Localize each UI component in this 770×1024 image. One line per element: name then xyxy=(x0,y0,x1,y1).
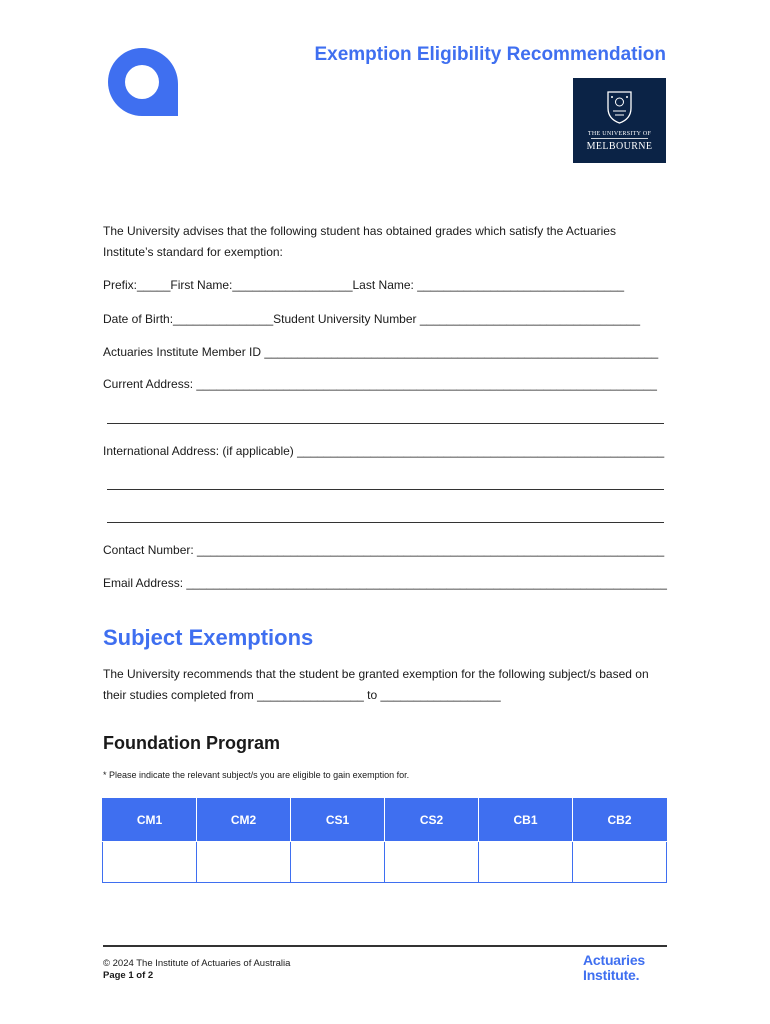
contact-number-field[interactable]: Contact Number: ______________________________________________________________________ xyxy=(103,543,665,557)
subject-exemption-table xyxy=(102,798,667,883)
international-address-field[interactable]: International Address: (if applicable) _______________________________________________________ xyxy=(103,444,665,458)
footer-copyright: © 2024 The Institute of Actuaries of Australia xyxy=(103,958,291,969)
divider xyxy=(591,138,648,139)
current-address-line-2[interactable] xyxy=(107,423,664,424)
cs2-cell[interactable] xyxy=(385,842,479,883)
actuaries-institute-logo-icon xyxy=(104,46,180,116)
cm2-cell[interactable] xyxy=(197,842,291,883)
column-header-cb1: CB1 xyxy=(479,799,573,842)
cb2-cell[interactable] xyxy=(573,842,667,883)
document-title: Exemption Eligibility Recommendation xyxy=(314,44,666,65)
wordmark-line-1: Actuaries xyxy=(583,952,646,968)
university-name: MELBOURNE xyxy=(586,141,653,152)
foundation-note: * Please indicate the relevant subject/s you are eligible to gain exemption for. xyxy=(103,770,410,780)
column-header-cb2: CB2 xyxy=(573,799,667,842)
table-header-row xyxy=(103,799,667,842)
cs1-cell[interactable] xyxy=(291,842,385,883)
email-field[interactable]: Email Address: ________________________________________________________________________ xyxy=(103,576,667,590)
university-of-melbourne-logo xyxy=(573,78,666,163)
international-address-line-2[interactable] xyxy=(107,489,664,490)
column-header-cm2: CM2 xyxy=(197,799,291,842)
column-header-cs2: CS2 xyxy=(385,799,479,842)
international-address-line-3[interactable] xyxy=(107,522,664,523)
crest-icon xyxy=(606,90,633,124)
page-number: Page 1 of 2 xyxy=(103,970,154,981)
subject-exemptions-heading: Subject Exemptions xyxy=(103,625,314,650)
dob-student-number-fields[interactable]: Date of Birth:_______________Student University Number _________________________________ xyxy=(103,312,641,326)
column-header-cs1: CS1 xyxy=(291,799,385,842)
actuaries-institute-wordmark xyxy=(583,953,673,983)
cb1-cell[interactable] xyxy=(479,842,573,883)
wordmark-line-2: Institute. xyxy=(583,967,640,983)
foundation-program-heading: Foundation Program xyxy=(103,733,280,753)
member-id-field[interactable]: Actuaries Institute Member ID ___________________________________________________________ xyxy=(103,345,659,359)
column-header-cm1: CM1 xyxy=(103,799,197,842)
name-fields[interactable]: Prefix:_____First Name:__________________Last Name: _______________________________ xyxy=(103,278,625,292)
footer-divider xyxy=(103,945,667,947)
university-line: THE UNIVERSITY OF xyxy=(587,131,652,137)
cm1-cell[interactable] xyxy=(103,842,197,883)
table-row xyxy=(103,842,667,883)
intro-paragraph: The University advises that the following student has obtained grades which satisfy the Actuaries Institute’s standard for exemption: xyxy=(103,224,616,259)
current-address-field[interactable]: Current Address: _____________________________________________________________________ xyxy=(103,377,657,391)
subject-exemptions-paragraph: The University recommends that the student be granted exemption for the following subject/s based on their studies completed from ________________ to __________________ xyxy=(103,667,649,702)
